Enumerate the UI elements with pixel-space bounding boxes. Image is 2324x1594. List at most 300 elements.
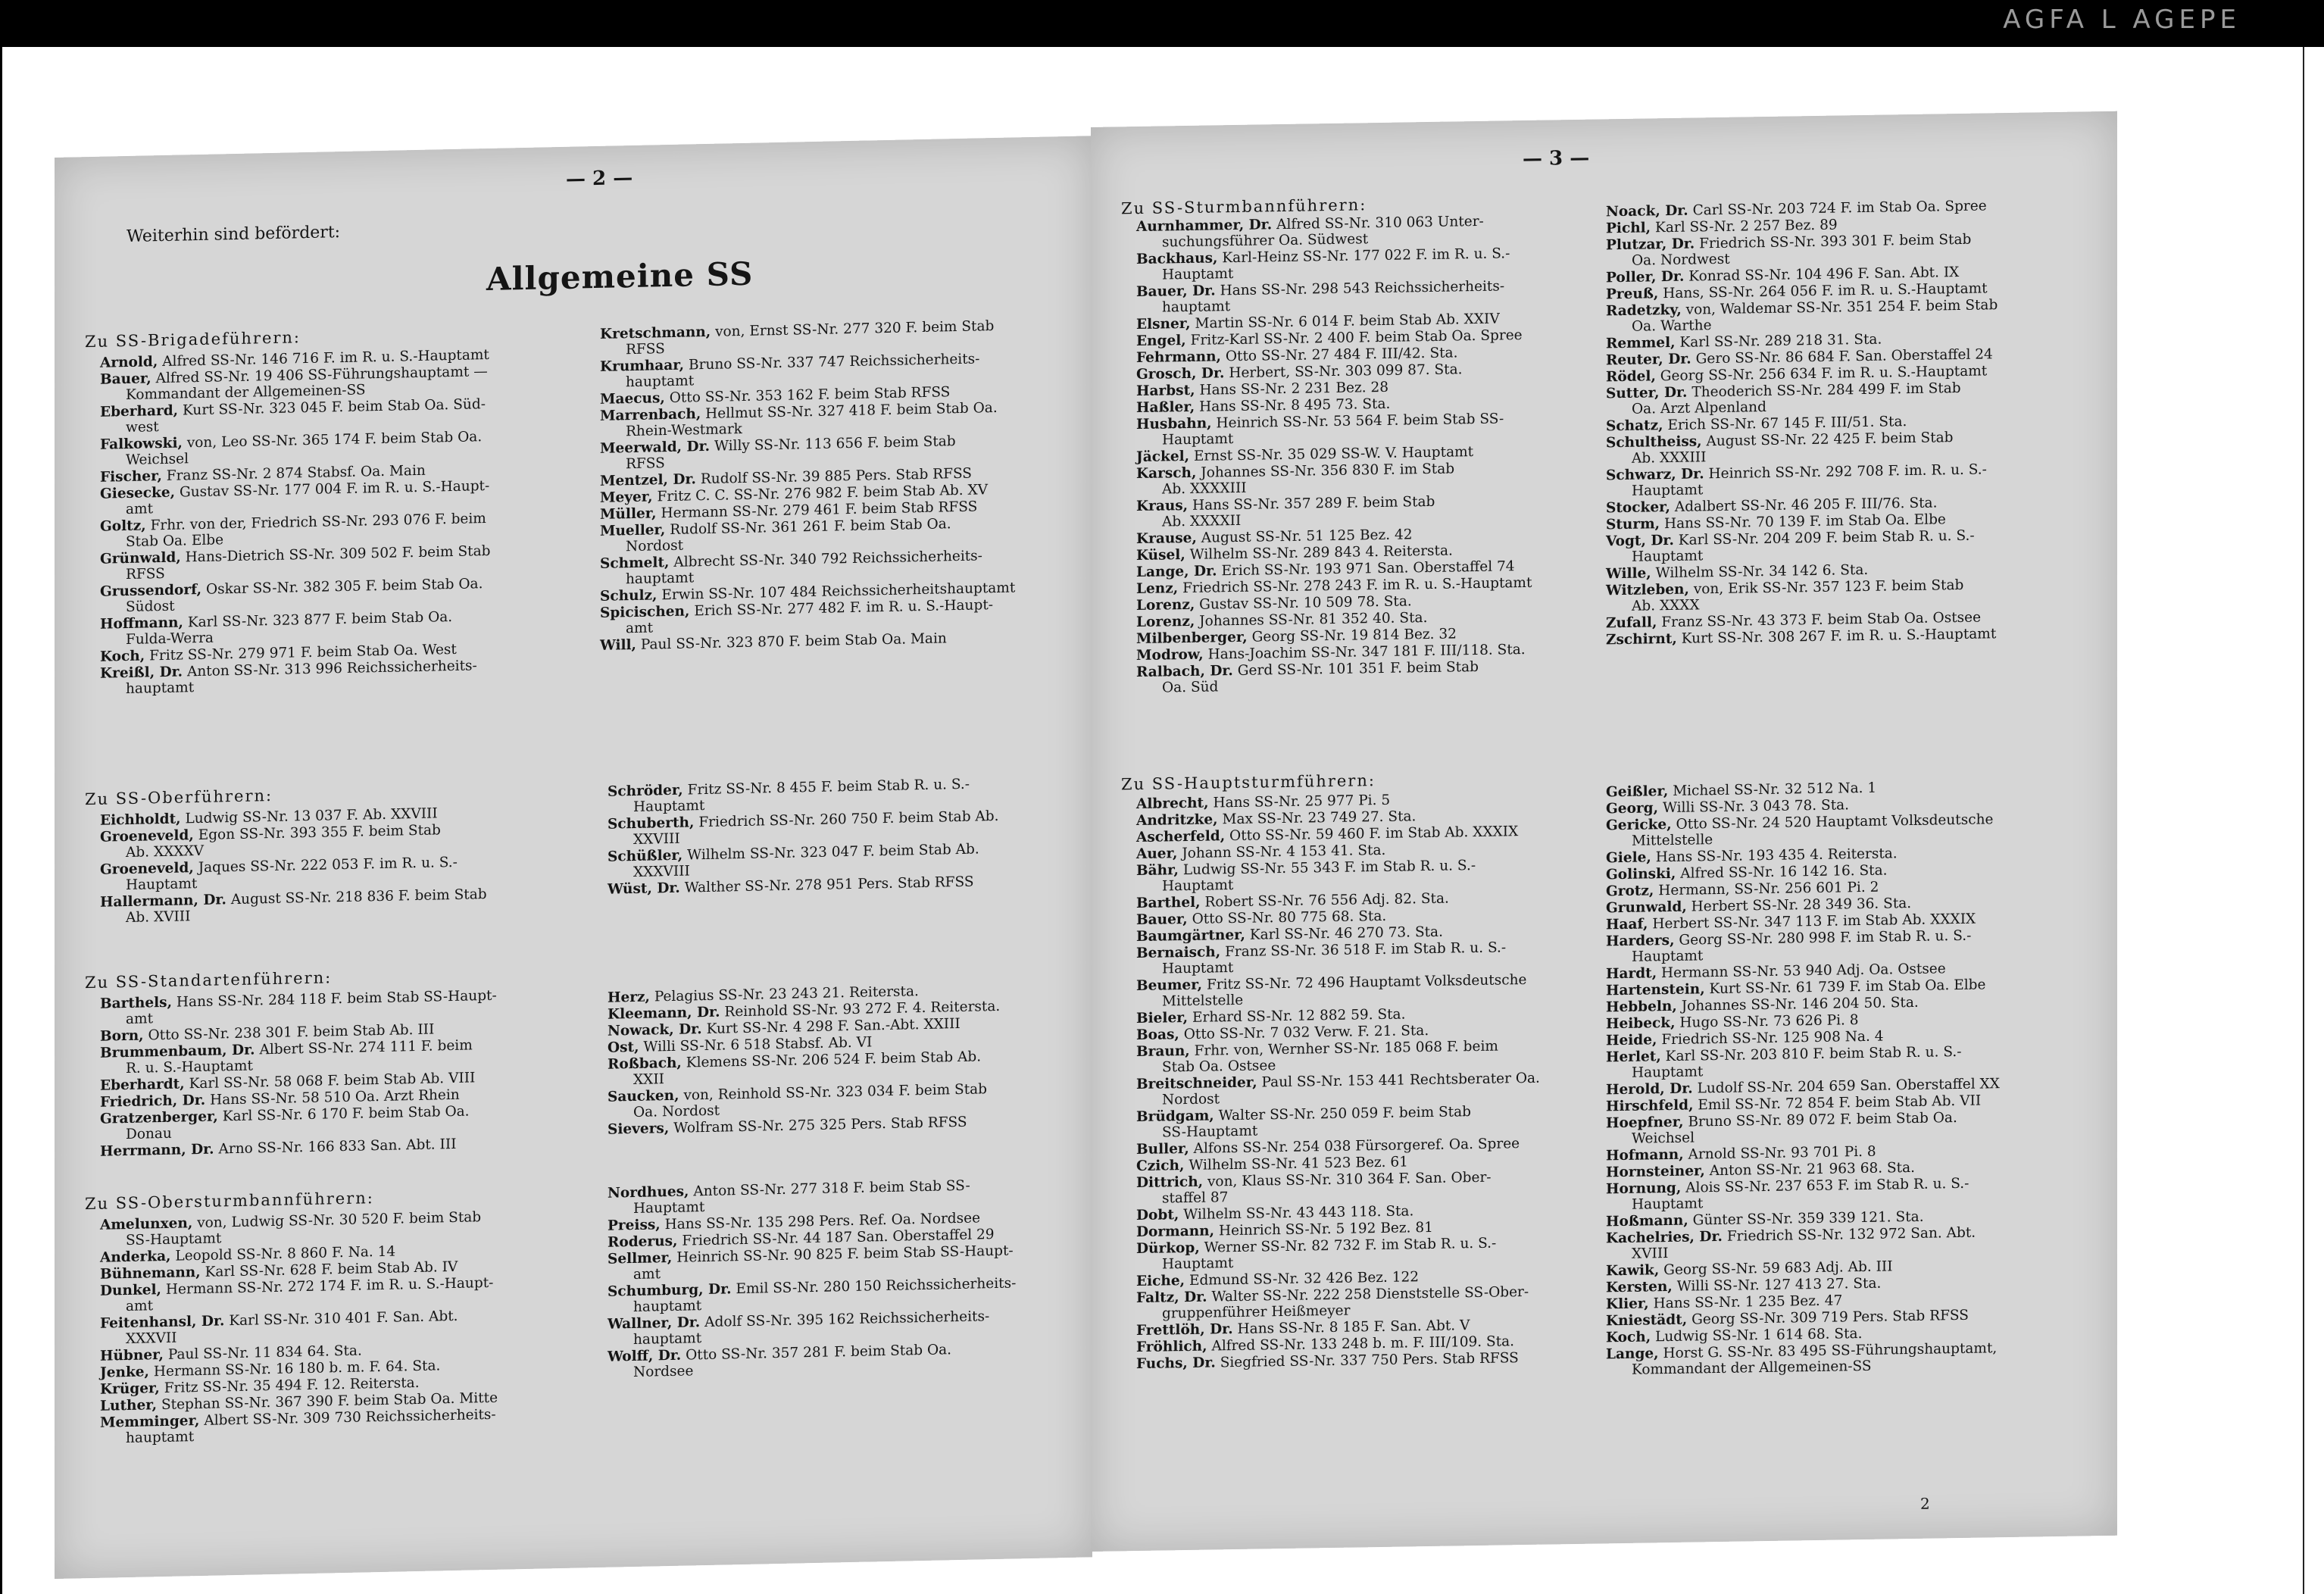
person-name: Wolff, Dr. — [608, 1347, 682, 1365]
person-name: Bernaisch, — [1136, 944, 1221, 962]
entry-detail: Erhard SS-Nr. 12 882 59. Sta. — [1192, 1006, 1406, 1026]
entry-detail: Karl SS-Nr. 323 877 F. beim Stab Oa. — [187, 608, 453, 631]
entry-continuation: Oa. Arzt Alpenland — [1632, 398, 1766, 417]
entry-detail: Hans SS-Nr. 357 289 F. beim Stab — [1192, 493, 1435, 514]
person-name: Grotz, — [1606, 883, 1654, 900]
entry-detail: Gustav SS-Nr. 177 004 F. im R. u. S.-Haupt- — [179, 477, 490, 501]
person-name: Faltz, Dr. — [1136, 1289, 1207, 1307]
person-name: Buller, — [1136, 1140, 1189, 1158]
entry-detail: Gerd SS-Nr. 101 351 F. beim Stab — [1237, 658, 1479, 679]
entry-continuation: Rhein-Westmark — [626, 420, 742, 440]
entry-detail: Adolf SS-Nr. 395 162 Reichssicherheits- — [704, 1308, 990, 1331]
entry-detail: Michael SS-Nr. 32 512 Na. 1 — [1673, 780, 1877, 799]
film-strip-top — [0, 0, 2324, 47]
section-column-right — [608, 774, 1077, 899]
person-name: Schuberth, — [608, 814, 695, 833]
entry-detail: Kurt SS-Nr. 323 045 F. beim Stab Oa. Süd- — [183, 396, 486, 419]
section-column-left — [100, 803, 570, 927]
person-name: Fuchs, Dr. — [1136, 1355, 1216, 1373]
entry-detail: Hans SS-Nr. 25 977 Pi. 5 — [1213, 792, 1391, 811]
person-name: Frettlöh, Dr. — [1136, 1321, 1233, 1339]
person-name: Herlet, — [1606, 1049, 1661, 1066]
entry-continuation: Donau — [126, 1125, 172, 1143]
person-name: Goltz, — [100, 517, 146, 535]
entry-detail: Fritz SS-Nr. 8 455 F. beim Stab R. u. S.- — [687, 776, 970, 799]
entry-continuation: Hauptamt — [1632, 548, 1704, 565]
person-name: Modrow, — [1136, 646, 1204, 664]
entry-detail: Alfred SS-Nr. 133 248 b. m. F. III/109. Sta. — [1211, 1333, 1515, 1355]
person-name: Pichl, — [1606, 220, 1651, 237]
entry-detail: Friedrich SS-Nr. 260 750 F. beim Stab Ab. — [698, 808, 999, 831]
section-title: Zu SS-Standartenführern: — [85, 968, 333, 992]
entry-detail: Hans SS-Nr. 70 139 F. im Stab Oa. Elbe — [1664, 511, 1946, 533]
entry-detail: Karl SS-Nr. 203 810 F. beim Stab R. u. S.- — [1665, 1043, 1962, 1065]
person-name: Czich, — [1136, 1158, 1185, 1175]
person-name: Dittrich, — [1136, 1174, 1204, 1192]
person-name: Amelunxen, — [100, 1215, 193, 1233]
person-name: Lange, Dr. — [1136, 563, 1217, 581]
entry-detail: Kurt SS-Nr. 308 267 F. im R. u. S.-Hauptamt — [1681, 626, 1997, 647]
person-name: Nowack, Dr. — [608, 1021, 702, 1039]
person-name: Eiche, — [1136, 1273, 1185, 1290]
person-name: Schulz, — [600, 587, 658, 605]
person-name: Aurnhammer, Dr. — [1136, 217, 1273, 236]
entry-continuation: hauptamt — [626, 570, 695, 588]
person-name: Eberhard, — [100, 402, 179, 420]
entry-continuation: Oa. Süd — [1162, 679, 1219, 696]
person-name: Schumburg, Dr. — [608, 1281, 732, 1300]
person-name: Boas, — [1136, 1027, 1179, 1044]
person-name: Dormann, — [1136, 1223, 1215, 1241]
entry-continuation: RFSS — [126, 565, 165, 583]
entry-detail: Anton SS-Nr. 313 996 Reichssicherheits- — [187, 658, 477, 680]
entry-detail: Albert SS-Nr. 274 111 F. beim — [259, 1037, 473, 1058]
entry-detail: Karl SS-Nr. 310 401 F. San. Abt. — [229, 1308, 458, 1330]
person-name: Lange, — [1606, 1346, 1659, 1363]
entry-detail: Paul SS-Nr. 11 834 64. Sta. — [167, 1342, 362, 1363]
entry-detail: Willi SS-Nr. 6 518 Stabsf. Ab. VI — [643, 1034, 873, 1055]
person-name: Meyer, — [600, 489, 653, 506]
person-name: Sellmer, — [608, 1249, 673, 1267]
person-name: Kniestädt, — [1606, 1311, 1688, 1330]
person-name: Hornsteiner, — [1606, 1163, 1705, 1181]
person-name: Rödel, — [1606, 368, 1656, 386]
entry-detail: Martin SS-Nr. 6 014 F. beim Stab Ab. XXIV — [1195, 311, 1500, 332]
film-label: AGFA L AGEPE — [2003, 5, 2241, 35]
person-name: Kersten, — [1606, 1278, 1673, 1296]
person-name: Hübner, — [100, 1346, 164, 1364]
person-name: Dürkop, — [1136, 1239, 1200, 1258]
entry-detail: Otto SS-Nr. 357 281 F. beim Stab Oa. — [686, 1342, 952, 1364]
person-name: Koch, — [1606, 1329, 1651, 1346]
entry-detail: Anton SS-Nr. 21 963 68. Sta. — [1709, 1159, 1916, 1180]
entry-detail: Otto SS-Nr. 24 520 Hauptamt Volksdeutsche — [1676, 811, 1994, 833]
entry-detail: Alfred SS-Nr. 16 142 16. Sta. — [1680, 862, 1888, 882]
entry-continuation: staffel 87 — [1162, 1189, 1229, 1207]
person-name: Bühnemann, — [100, 1264, 201, 1283]
person-name: Klier, — [1606, 1296, 1649, 1313]
entry-continuation: Hauptamt — [1162, 960, 1234, 977]
person-name: Haaf, — [1606, 916, 1648, 933]
entry-detail: Karl SS-Nr. 6 170 F. beim Stab Oa. — [222, 1103, 470, 1125]
entry-continuation: gruppenführer Heißmeyer — [1162, 1302, 1351, 1322]
person-name: Roßbach, — [608, 1055, 682, 1073]
entry-continuation: amt — [126, 1011, 154, 1028]
person-name: Jäckel, — [1136, 448, 1190, 466]
person-name: Herz, — [608, 989, 650, 1006]
entry-continuation: hauptamt — [633, 1298, 702, 1315]
entry-detail: Albert SS-Nr. 309 730 Reichssicherheits- — [204, 1406, 496, 1429]
entry-detail: Friedrich SS-Nr. 278 243 F. im R. u. S.-Hauptamt — [1182, 574, 1532, 597]
entry-detail: Johannes SS-Nr. 81 352 40. Sta. — [1199, 610, 1428, 630]
entry-detail: Georg SS-Nr. 280 998 F. im Stab R. u. S.- — [1679, 927, 1972, 949]
person-name: Kreißl, Dr. — [100, 664, 183, 682]
person-name: Arnold, — [100, 354, 158, 371]
person-name: Memminger, — [100, 1412, 200, 1431]
person-name: Müller, — [600, 505, 657, 523]
entry-continuation: Hauptamt — [1162, 431, 1234, 449]
entry-continuation: Mittelstelle — [1162, 992, 1244, 1010]
entry-detail: von, Erik SS-Nr. 357 123 F. beim Stab — [1693, 577, 1964, 598]
entry-detail: von, Leo SS-Nr. 365 174 F. beim Stab Oa. — [186, 429, 483, 452]
entry-detail: Rudolf SS-Nr. 39 885 Pers. Stab RFSS — [700, 465, 972, 488]
person-name: Hirschfeld, — [1606, 1097, 1694, 1115]
person-name: Grunwald, — [1606, 899, 1687, 917]
person-name: Husbahn, — [1136, 415, 1212, 433]
entry-detail: Friedrich SS-Nr. 44 187 San. Oberstaffel 29 — [682, 1227, 995, 1249]
entry-detail: Reinhold SS-Nr. 93 272 F. 4. Reitersta. — [724, 998, 1001, 1020]
entry-detail: Fritz-Karl SS-Nr. 2 400 F. beim Stab Oa. Spree — [1190, 327, 1523, 348]
section-column-right — [1606, 777, 2091, 1379]
entry-detail: Emil SS-Nr. 72 854 F. beim Stab Ab. VII — [1698, 1092, 1982, 1114]
entry-continuation: Weichsel — [1632, 1130, 1695, 1147]
person-name: Breitschneider, — [1136, 1074, 1257, 1093]
entry-detail: Ernst SS-Nr. 35 029 SS-W. V. Hauptamt — [1193, 444, 1474, 464]
person-name: Auer, — [1136, 845, 1178, 863]
entry-detail: Siegfried SS-Nr. 337 750 Pers. Stab RFSS — [1220, 1350, 1519, 1371]
person-name: Fischer, — [100, 468, 162, 486]
person-name: Barthels, — [100, 994, 173, 1012]
person-name: Kretschmann, — [600, 323, 711, 342]
entry-detail: Franz SS-Nr. 2 874 Stabsf. Oa. Main — [166, 462, 426, 484]
person-name: Lorenz, — [1136, 613, 1195, 631]
person-name: Wallner, Dr. — [608, 1314, 701, 1333]
entry-detail: Hans, SS-Nr. 264 056 F. im R. u. S.-Hauptamt — [1663, 280, 1988, 302]
person-name: Falkowski, — [100, 435, 183, 453]
person-name: Poller, Dr. — [1606, 268, 1685, 286]
entry-detail: Herbert, SS-Nr. 303 099 87. Sta. — [1229, 361, 1463, 382]
person-name: Sturm, — [1606, 516, 1660, 533]
entry-detail: Arnold SS-Nr. 93 701 Pi. 8 — [1688, 1143, 1876, 1163]
person-name: Milbenberger, — [1136, 629, 1248, 648]
person-name: Dunkel, — [100, 1282, 162, 1299]
entry-detail: Otto SS-Nr. 80 775 68. Sta. — [1192, 908, 1387, 927]
entry-detail: Willi SS-Nr. 127 413 27. Sta. — [1676, 1275, 1882, 1295]
person-name: Krumhaar, — [600, 357, 685, 375]
entry-continuation: XVIII — [1632, 1246, 1669, 1262]
entry-detail: Fritz SS-Nr. 35 494 F. 12. Reitersta. — [164, 1374, 420, 1396]
entry-detail: Karl-Heinz SS-Nr. 177 022 F. im R. u. S.- — [1222, 245, 1510, 267]
person-name: Herrmann, Dr. — [100, 1141, 214, 1160]
entry-continuation: Kommandant der Allgemeinen-SS — [126, 382, 366, 404]
entry-detail: Hans SS-Nr. 298 543 Reichssicherheits- — [1220, 278, 1505, 299]
entry-detail: Heinrich SS-Nr. 5 192 Bez. 81 — [1218, 1219, 1433, 1239]
entry-continuation: Nordost — [1162, 1091, 1220, 1108]
entry-detail: Franz SS-Nr. 43 373 F. beim Stab Oa. Ostsee — [1661, 609, 1982, 631]
entry-detail: Erich SS-Nr. 67 145 F. III/51. Sta. — [1667, 414, 1907, 434]
film-edge-right — [2303, 47, 2324, 1594]
person-name: Bauer, — [1136, 911, 1188, 929]
person-name: Nordhues, — [608, 1183, 689, 1202]
entry-continuation: Hauptamt — [1162, 877, 1234, 895]
entry-detail: Hellmut SS-Nr. 327 418 F. beim Stab Oa. — [705, 399, 998, 423]
entry-detail: Rudolf SS-Nr. 361 261 F. beim Stab Oa. — [670, 516, 951, 538]
person-name: Wüst, Dr. — [608, 880, 680, 898]
person-name: Sutter, Dr. — [1606, 384, 1688, 402]
entry-detail: Otto SS-Nr. 27 484 F. III/42. Sta. — [1225, 345, 1458, 365]
entry-detail: Alfred SS-Nr. 310 063 Unter- — [1276, 213, 1484, 233]
entry-detail: Fritz C. C. SS-Nr. 276 982 F. beim Stab Ab. XV — [657, 482, 988, 505]
entry-detail: Otto SS-Nr. 7 032 Verw. F. 21. Sta. — [1183, 1022, 1429, 1043]
entry-detail: Willi SS-Nr. 3 043 78. Sta. — [1662, 797, 1850, 817]
entry-detail: Wilhelm SS-Nr. 289 843 4. Reitersta. — [1189, 542, 1453, 563]
entry-detail: Anton SS-Nr. 277 318 F. beim Stab SS- — [693, 1177, 970, 1200]
entry-detail: Frhr. von der, Friedrich SS-Nr. 293 076 F. beim — [150, 511, 486, 534]
entry-detail: Hermann, SS-Nr. 256 601 Pi. 2 — [1658, 879, 1879, 899]
person-name: Will, — [600, 636, 636, 654]
entry-detail: Leopold SS-Nr. 8 860 F. Na. 14 — [175, 1243, 396, 1264]
entry-detail: Hans-Dietrich SS-Nr. 309 502 F. beim Stab — [185, 542, 491, 566]
entry-detail: Erich SS-Nr. 277 482 F. im R. u. S.-Haupt- — [694, 597, 994, 620]
section-column-right — [608, 1176, 1077, 1382]
entry-continuation: Weichsel — [126, 451, 189, 469]
entry-continuation: west — [126, 419, 159, 436]
entry-continuation: hauptamt — [126, 680, 195, 698]
entry-detail: Fritz SS-Nr. 279 971 F. beim Stab Oa. West — [149, 641, 457, 664]
entry-detail: Albrecht SS-Nr. 340 792 Reichssicherheits- — [673, 548, 982, 570]
person-name: Haßler, — [1136, 398, 1195, 417]
section-column-left — [100, 1208, 570, 1448]
entry-detail: Alfred SS-Nr. 19 406 SS-Führungshauptamt — — [155, 364, 488, 387]
person-name: Plutzar, Dr. — [1606, 236, 1695, 254]
person-name: Hardt, — [1606, 965, 1657, 983]
entry-detail: Karl SS-Nr. 204 209 F. beim Stab R. u. S.- — [1678, 527, 1975, 549]
entry-detail: Fritz SS-Nr. 72 496 Hauptamt Volksdeutsche — [1206, 971, 1527, 993]
person-name: Preuß, — [1606, 286, 1659, 303]
entry-detail: Alois SS-Nr. 237 653 F. im Stab R. u. S.- — [1685, 1175, 1969, 1196]
section-column-left — [100, 345, 570, 699]
entry-continuation: Nordost — [626, 537, 684, 555]
entry-detail: Franz SS-Nr. 36 518 F. im Stab R. u. S.- — [1225, 939, 1507, 961]
entry-detail: Herbert SS-Nr. 347 113 F. im Stab Ab. XXXIX — [1652, 911, 1976, 933]
person-name: Schatz, — [1606, 417, 1663, 435]
person-name: Born, — [100, 1027, 144, 1045]
entry-detail: Heinrich SS-Nr. 53 564 F. beim Stab SS- — [1216, 411, 1504, 432]
entry-detail: von, Waldemar SS-Nr. 351 254 F. beim Stab — [1685, 297, 1998, 318]
entry-detail: von, Klaus SS-Nr. 310 364 F. San. Ober- — [1207, 1169, 1492, 1190]
entry-detail: Hans SS-Nr. 284 118 F. beim Stab SS-Haupt- — [176, 987, 497, 1011]
entry-detail: Gero SS-Nr. 86 684 F. San. Oberstaffel 24 — [1695, 346, 1993, 367]
entry-detail: Georg SS-Nr. 309 719 Pers. Stab RFSS — [1691, 1307, 1969, 1328]
entry-detail: Karl SS-Nr. 289 218 31. Sta. — [1679, 331, 1882, 351]
entry-continuation: hauptamt — [633, 1330, 702, 1348]
entry-detail: Otto SS-Nr. 59 460 F. im Stab Ab. XXXIX — [1229, 824, 1519, 845]
person-name: Hoepfner, — [1606, 1114, 1684, 1132]
entry-continuation: Kommandant der Allgemeinen-SS — [1632, 1358, 1872, 1378]
entry-detail: Johann SS-Nr. 4 153 41. Sta. — [1182, 842, 1386, 862]
person-name: Zufall, — [1606, 614, 1657, 632]
entry-continuation: Hauptamt — [1162, 1255, 1234, 1273]
entry-detail: Friedrich SS-Nr. 132 972 San. Abt. — [1726, 1224, 1976, 1245]
entry-detail: Frhr. von, Wernher SS-Nr. 185 068 F. beim — [1194, 1038, 1498, 1059]
entry-detail: Otto SS-Nr. 238 301 F. beim Stab Ab. III — [148, 1021, 435, 1044]
entry-detail: Bruno SS-Nr. 89 072 F. beim Stab Oa. — [1688, 1110, 1957, 1130]
entry-detail: von, Ernst SS-Nr. 277 320 F. beim Stab — [715, 318, 995, 340]
section-column-left — [1136, 789, 1606, 1373]
person-name: Ost, — [608, 1039, 639, 1056]
document-heading: Allgemeine SS — [486, 255, 754, 298]
entry-continuation: suchungsführer Oa. Südwest — [1162, 231, 1369, 251]
entry-detail: Horst G. SS-Nr. 83 495 SS-Führungshauptamt, — [1663, 1340, 1998, 1362]
entry-detail: Hans SS-Nr. 8 495 73. Sta. — [1199, 395, 1391, 415]
person-name: Saucken, — [608, 1087, 679, 1105]
person-name: Lorenz, — [1136, 596, 1195, 614]
left-page — [55, 136, 1092, 1579]
entry-detail: Heinrich SS-Nr. 292 708 F. im. R. u. S.- — [1708, 461, 1987, 483]
page-number: — 3 — — [1523, 146, 1590, 171]
person-name: Giele, — [1606, 849, 1651, 867]
entry-detail: Otto SS-Nr. 353 162 F. beim Stab RFSS — [669, 384, 951, 406]
person-name: Mentzel, Dr. — [600, 471, 696, 489]
entry-detail: Hermann SS-Nr. 279 461 F. beim Stab RFSS — [661, 499, 978, 522]
film-edge-left — [0, 47, 2, 1594]
person-name: Zschirnt, — [1606, 630, 1677, 649]
entry-continuation: Ab. XVIII — [126, 908, 191, 927]
entry-continuation: RFSS — [626, 341, 665, 358]
person-name: Harbst, — [1136, 382, 1195, 400]
entry-continuation: Ab. XXXIII — [1632, 449, 1707, 467]
person-name: Reuter, Dr. — [1606, 351, 1691, 369]
person-name: Küsel, — [1136, 547, 1185, 564]
person-name: Barthel, — [1136, 894, 1201, 912]
person-name: Harders, — [1606, 932, 1675, 950]
entry-continuation: R. u. S.-Hauptamt — [126, 1058, 253, 1077]
entry-detail: Karl SS-Nr. 46 270 73. Sta. — [1249, 924, 1443, 943]
person-name: Bauer, Dr. — [1136, 283, 1216, 301]
entry-continuation: Ab. XXXXII — [1162, 512, 1242, 530]
entry-detail: Alfred SS-Nr. 146 716 F. im R. u. S.-Hauptamt — [162, 346, 489, 370]
person-name: Schwarz, Dr. — [1606, 466, 1704, 484]
entry-detail: Wilhelm SS-Nr. 34 142 6. Sta. — [1655, 561, 1869, 582]
footer-number: 2 — [1920, 1494, 1930, 1513]
entry-detail: Alfons SS-Nr. 254 038 Fürsorgeref. Oa. Spree — [1193, 1136, 1520, 1157]
entry-continuation: amt — [626, 620, 654, 637]
person-name: Grünwald, — [100, 549, 181, 567]
person-name: Hoßmann, — [1606, 1212, 1688, 1230]
person-name: Brummenbaum, Dr. — [100, 1042, 255, 1061]
person-name: Andritzke, — [1136, 811, 1218, 830]
person-name: Noack, Dr. — [1606, 202, 1688, 220]
roster-entry — [1606, 1339, 2091, 1378]
entry-detail: Hans SS-Nr. 58 510 Oa. Arzt Rhein — [210, 1086, 460, 1108]
person-name: Schultheiss, — [1606, 433, 1702, 452]
entry-continuation: Stab Oa. Elbe — [126, 532, 224, 551]
entry-detail: Pelagius SS-Nr. 23 243 21. Reitersta. — [654, 983, 919, 1005]
person-name: Marrenbach, — [600, 406, 701, 424]
person-name: Hebbeln, — [1606, 998, 1677, 1016]
entry-detail: Edmund SS-Nr. 32 426 Bez. 122 — [1189, 1269, 1420, 1289]
section-title: Zu SS-Sturmbannführern: — [1121, 195, 1367, 218]
entry-continuation: Hauptamt — [1632, 482, 1704, 499]
entry-continuation: amt — [126, 501, 154, 518]
entry-detail: Georg SS-Nr. 256 634 F. im R. u. S.-Hauptamt — [1660, 363, 1988, 385]
entry-detail: Ludwig SS-Nr. 55 343 F. im Stab R. u. S.- — [1182, 858, 1476, 879]
entry-detail: Hugo SS-Nr. 73 626 Pi. 8 — [1679, 1012, 1859, 1031]
person-name: Grosch, Dr. — [1136, 365, 1225, 383]
entry-continuation: Hauptamt — [633, 1199, 705, 1217]
entry-continuation: XXVIII — [633, 830, 680, 848]
person-name: Friedrich, Dr. — [100, 1092, 206, 1111]
person-name: Krüger, — [100, 1380, 160, 1398]
entry-detail: Erwin SS-Nr. 107 484 Reichssicherheitshauptamt — [661, 580, 1016, 604]
section-column-right — [1606, 196, 2091, 649]
person-name: Schmelt, — [600, 555, 670, 572]
person-name: Beumer, — [1136, 977, 1203, 995]
entry-continuation: Fulda-Werra — [126, 630, 214, 649]
person-name: Luther, — [100, 1397, 158, 1414]
section-title: Zu SS-Obersturmbannführern: — [85, 1189, 374, 1214]
section-title: Zu SS-Brigadeführern: — [85, 328, 301, 352]
person-name: Giesecke, — [100, 484, 176, 502]
entry-continuation: Oa. Warthe — [1632, 317, 1712, 335]
entry-continuation: Hauptamt — [1632, 948, 1704, 965]
entry-detail: Wilhelm SS-Nr. 41 523 Bez. 61 — [1189, 1154, 1408, 1174]
person-name: Backhaus, — [1136, 250, 1218, 268]
entry-continuation: Oa. Nordwest — [1632, 251, 1730, 269]
entry-detail: Walter SS-Nr. 250 059 F. beim Stab — [1218, 1104, 1471, 1124]
person-name: Ralbach, Dr. — [1136, 663, 1233, 681]
entry-detail: Hans SS-Nr. 2 231 Bez. 28 — [1199, 379, 1389, 398]
entry-detail: Walter SS-Nr. 222 258 Dienststelle SS-Ober- — [1211, 1283, 1529, 1305]
person-name: Witzleben, — [1606, 581, 1689, 599]
person-name: Heibeck, — [1606, 1014, 1676, 1033]
entry-continuation: XXXVII — [126, 1330, 177, 1348]
entry-continuation: Hauptamt — [1632, 1196, 1704, 1213]
entry-continuation: RFSS — [626, 455, 665, 473]
entry-detail: Hans SS-Nr. 1 235 Bez. 47 — [1653, 1292, 1843, 1312]
person-name: Bauer, — [100, 370, 151, 388]
entry-detail: Walther SS-Nr. 278 951 Pers. Stab RFSS — [684, 874, 974, 896]
section-title: Zu SS-Oberführern: — [85, 786, 273, 809]
right-page — [1091, 111, 2117, 1552]
person-name: Kawik, — [1606, 1262, 1660, 1280]
entry-detail: Hermann SS-Nr. 53 940 Adj. Oa. Ostsee — [1661, 961, 1946, 982]
entry-detail: August SS-Nr. 218 836 F. beim Stab — [230, 886, 487, 908]
person-name: Roderus, — [608, 1233, 678, 1251]
person-name: Krause, — [1136, 530, 1197, 548]
entry-continuation: Oa. Nordost — [633, 1102, 720, 1120]
entry-detail: Ludwig SS-Nr. 13 037 F. Ab. XXVIII — [185, 805, 438, 827]
person-name: Ascherfeld, — [1136, 828, 1226, 846]
roster-entry — [1136, 657, 1606, 696]
entry-detail: von, Ludwig SS-Nr. 30 520 F. beim Stab — [197, 1209, 482, 1232]
entry-detail: Karl SS-Nr. 2 257 Bez. 89 — [1655, 217, 1838, 236]
person-name: Radetzky, — [1606, 302, 1682, 320]
person-name: Elsner, — [1136, 315, 1191, 333]
entry-detail: Theoderich SS-Nr. 284 499 F. im Stab — [1691, 380, 1961, 401]
entry-continuation: hauptamt — [626, 373, 695, 391]
person-name: Fröhlich, — [1136, 1338, 1207, 1356]
